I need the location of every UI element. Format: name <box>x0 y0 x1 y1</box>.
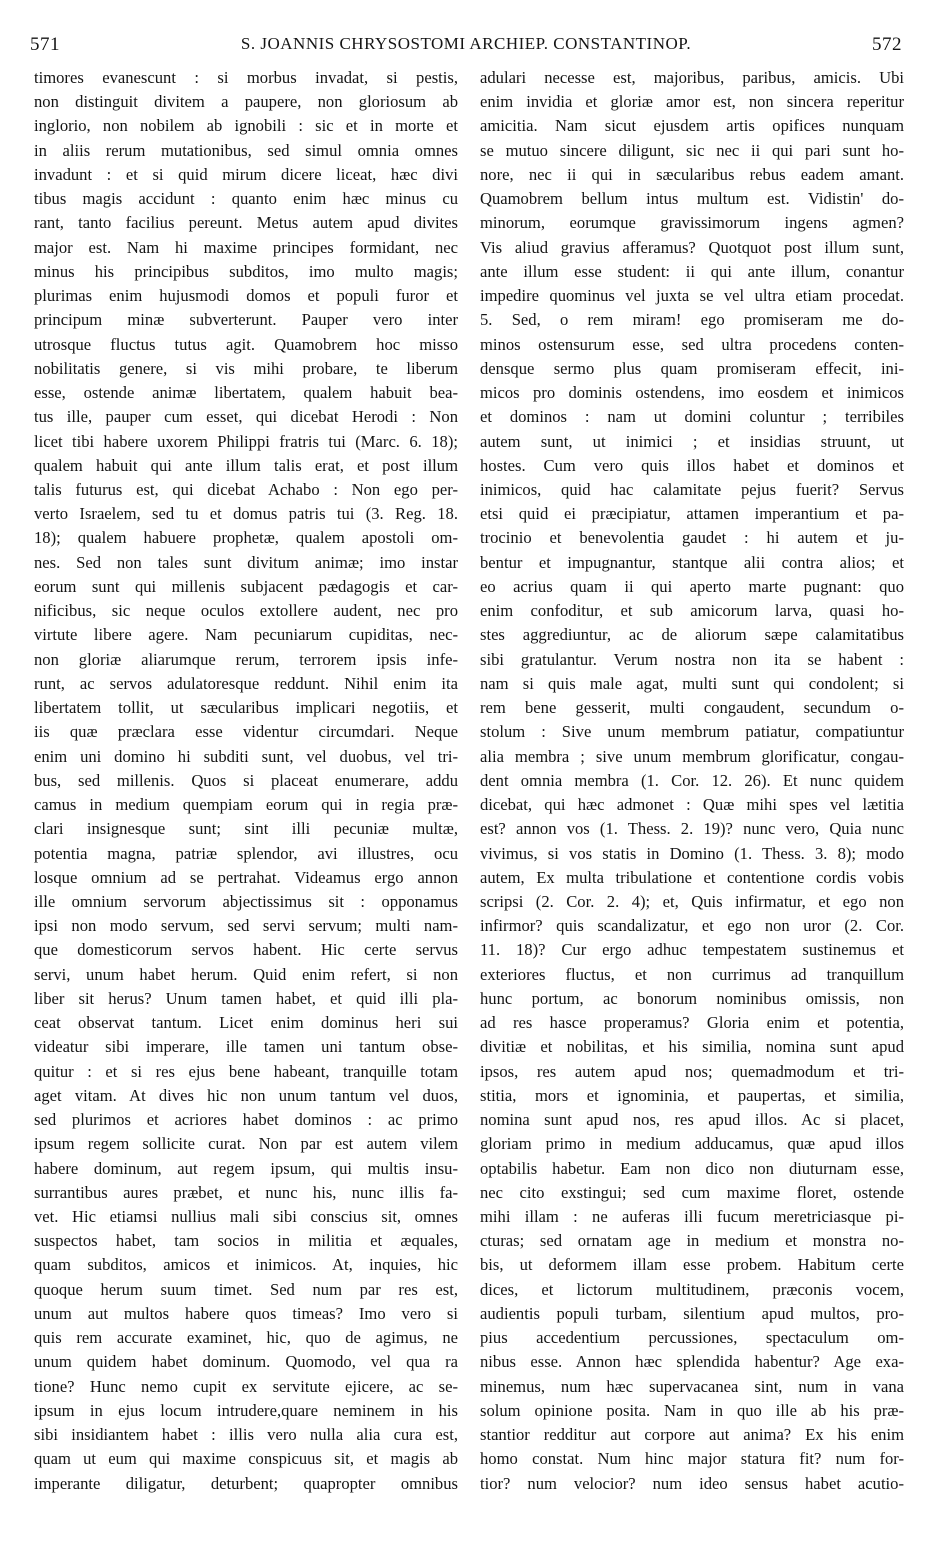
text-line: quam ut eum qui maxime conspicuus sit, et magis ab <box>34 1449 458 1469</box>
text-line: nam si quis male agat, multi sunt qui condolent; si <box>480 673 904 693</box>
text-line: unum quidem habet dominum. Quomodo, vel qua ra <box>34 1352 458 1372</box>
text-line: stes aggrediuntur, ac de aliorum sæpe calamitatibus <box>480 625 904 645</box>
text-line: aget vitam. At dives hic non unum tantum vel duos, <box>34 1085 458 1105</box>
text-line: camus in medium quempiam eorum qui in regia præ- <box>34 795 458 815</box>
text-line: qualem habuit qui ante illum talis erat, et post illum <box>34 455 458 475</box>
text-line: bus, sed millenis. Quos si placeat enumerare, addu <box>34 770 458 790</box>
text-line: sibi insidiantem habet : illis vero nulla alia cura est, <box>34 1425 458 1445</box>
text-line: tibus magis accidunt : quanto enim hæc minus cu <box>34 189 458 209</box>
text-line: mihi illam : ne auferas illi fucum meretriciasque pi- <box>480 1207 904 1227</box>
text-line: densque sermo plus quam promiseram effecit, ini- <box>480 358 904 378</box>
text-line: homo constat. Num hinc major statura fit? num for- <box>480 1449 904 1469</box>
text-line: etsi quid ei præcipiatur, attamen imperantium et pa- <box>480 504 904 524</box>
text-line: quoque herum suum timet. Sed num par res est, <box>34 1279 458 1299</box>
text-line: talis futurus est, qui dicebat Achabo : Non ego per- <box>34 479 458 499</box>
text-line: micos pro dominis ostendens, imo eosdem et inimicos <box>480 383 904 403</box>
text-line: impedire quominus vel juxta se vel ultra etiam procedat. <box>480 286 904 306</box>
text-line: nibus esse. Annon hæc splendida habentur? Age exa- <box>480 1352 904 1372</box>
text-line: ipsos, res autem apud nos; quemadmodum et tri- <box>480 1061 904 1081</box>
text-line: suspectos habet, tam socios in militia et æquales, <box>34 1231 458 1251</box>
text-line: autem sunt, ut inimici ; et insidias struunt, ut <box>480 431 904 451</box>
text-line: tione? Hunc nemo cupit ex servitute ejicere, ac se- <box>34 1376 458 1396</box>
text-line: ille omnium servorum abjectissimus sit : opponamus <box>34 891 458 911</box>
text-line: que domesticorum servos habent. Hic certe servus <box>34 940 458 960</box>
running-title: S. JOANNIS CHRYSOSTOMI ARCHIEP. CONSTANTINOP. <box>240 34 692 53</box>
text-line: eo acrius quam ii qui aperto marte pugnant: quo <box>480 576 904 596</box>
text-line: potentia magna, patriæ splendor, avi illustres, ocu <box>34 843 458 863</box>
text-line: vivimus, si vos statis in Domino (1. Thess. 3. 8); modo <box>480 843 904 863</box>
text-line: 18); qualem habuere prophetæ, qualem apostoli om- <box>34 528 458 548</box>
text-line: nec cito exstingui; sed cum maxime floret, ostende <box>480 1182 904 1202</box>
text-line: vet. Hic etiamsi nullius mali sibi conscius sit, omnes <box>34 1207 458 1227</box>
text-line: principum minæ subverterunt. Pauper vero inter <box>34 310 458 330</box>
text-line: ipsi non modo servum, sed servi servum; multi nam- <box>34 916 458 936</box>
text-line: liber sit herus? Unum tamen habet, et quid illi pla- <box>34 988 458 1008</box>
text-line: bentur et impugnantur, stantque alii contra alios; et <box>480 552 904 572</box>
text-line: utrosque fluctus tutus agit. Quamobrem hoc misso <box>34 334 458 354</box>
text-line: imperante diligatur, deturbent; quapropter omnibus <box>34 1473 458 1493</box>
text-line: ad res hasce properamus? Gloria enim et potentia, <box>480 1013 904 1033</box>
text-line: pius accedentium percussiones, spectaculum om- <box>480 1328 904 1348</box>
text-line: nore, nec ii qui in sæcularibus rebus eadem amant. <box>480 164 904 184</box>
text-line: videatur sibi imperare, ille tamen uni tantum obse- <box>34 1037 458 1057</box>
text-line: enim invidia et gloriæ amor est, non sincera reperitur <box>480 92 904 112</box>
text-line: ante illum esse student: ii qui ante illum, conantur <box>480 261 904 281</box>
text-line: cturas; sed ornatam age in medium et monstra no- <box>480 1231 904 1251</box>
text-line: gloriam primo in medium adducamus, quæ apud illos <box>480 1134 904 1154</box>
text-line: dent omnia membra (1. Cor. 12. 26). Et nunc quidem <box>480 770 904 790</box>
text-line: Vis aliud gravius afferamus? Quotquot post illum sunt, <box>480 237 904 257</box>
text-line: ipsum in ejus locum intrudere,quare neminem in his <box>34 1400 458 1420</box>
text-line: optabilis habetur. Eam non dico non diuturnam esse, <box>480 1158 904 1178</box>
text-line: enim confoditur, et sub amicorum larva, quasi ho- <box>480 601 904 621</box>
text-line: tior? num velocior? num ideo sensus habet acutio- <box>480 1473 904 1493</box>
text-line: divitiæ et nobilitas, et his similia, nomina sunt apud <box>480 1037 904 1057</box>
text-line: stantior redditur aut corpore aut anima? Ex his enim <box>480 1425 904 1445</box>
text-line: nomina sunt apud nos, res apud illos. Ac si placet, <box>480 1110 904 1130</box>
text-line: non gloriæ aliarumque rerum, terrorem ipsis infe- <box>34 649 458 669</box>
text-line: licet tibi habere uxorem Philippi fratris tui (Marc. 6. 18); <box>34 431 458 451</box>
text-line: nificibus, sic neque oculos extollere audent, nec pro <box>34 601 458 621</box>
text-line: minorum, eorumque gravissimorum ingens agmen? <box>480 213 904 233</box>
text-line: major est. Nam hi maxime principes formidant, nec <box>34 237 458 257</box>
text-line: scripsi (2. Cor. 2. 4); et, Quis infirmatur, et ego non <box>480 891 904 911</box>
text-line: 11. 18)? Cur ergo adhuc tempestatem sustinemus et <box>480 940 904 960</box>
text-line: unum aut multos habere quos timeas? Imo vero si <box>34 1303 458 1323</box>
text-line: Quamobrem bellum intus multum est. Vidistin' do- <box>480 189 904 209</box>
text-line: 5. Sed, o rem miram! ego promiseram me do- <box>480 310 904 330</box>
text-line: iis quæ præclara esse videntur circumdari. Neque <box>34 722 458 742</box>
text-line: enim uni domino hi subditi sunt, vel duobus, vel tri- <box>34 746 458 766</box>
text-line: esse, ostende animæ libertatem, qualem habuit bea- <box>34 383 458 403</box>
text-line: sibi gratulantur. Verum nostra non ita se habent : <box>480 649 904 669</box>
text-line: hostes. Cum vero quis illos habet et dominos et <box>480 455 904 475</box>
text-line: tus ille, pauper cum esset, qui dicebat Herodi : Non <box>34 407 458 427</box>
text-line: adulari necesse est, majoribus, paribus, amicis. Ubi <box>480 68 904 87</box>
text-line: quam subditos, amicos et inimicos. At, inquies, hic <box>34 1255 458 1275</box>
text-line: amicitia. Nam sicut ejusdem artis opifices nunquam <box>480 116 904 136</box>
text-line: clari insignesque sunt; sint illi pecuniæ multæ, <box>34 819 458 839</box>
text-line: dices, et lictorum multitudinem, præconis vocem, <box>480 1279 904 1299</box>
text-line: minemus, num hæc supervacanea sint, num in vana <box>480 1376 904 1396</box>
text-line: virtute libere agere. Nam pecuniarum cupiditas, nec- <box>34 625 458 645</box>
text-line: verto Israelem, sed tu et domus patris tui (3. Reg. 18. <box>34 504 458 524</box>
right-text-column <box>480 66 904 1496</box>
text-line: eorum sunt qui millenis subjacent pædagogis et car- <box>34 576 458 596</box>
right-page-number: 572 <box>872 34 902 55</box>
left-text-column <box>34 66 458 1496</box>
text-line: audientis populi turbam, silentium apud multos, pro- <box>480 1303 904 1323</box>
text-line: trocinio et benevolentia gaudet : hi autem et ju- <box>480 528 904 548</box>
text-line: solum opinione posita. Nam in quo ille ab his præ- <box>480 1400 904 1420</box>
text-line: surrantibus aures præbet, et nunc his, nunc illis fa- <box>34 1182 458 1202</box>
text-line: se mutuo sincere diligunt, sic nec ii qui pari sunt ho- <box>480 140 904 160</box>
text-line: runt, ac servos adulatoresque reddunt. Nihil enim ita <box>34 673 458 693</box>
text-line: infirmor? quis scandalizatur, et ego non uror (2. Cor. <box>480 916 904 936</box>
left-page-number: 571 <box>30 34 60 55</box>
text-line: autem, Ex multa tribulatione et contentione cordis vobis <box>480 867 904 887</box>
text-line: losque omnium ad se pertrahat. Videamus ergo annon <box>34 867 458 887</box>
text-line: servi, unum habet herum. Quid enim refert, si non <box>34 964 458 984</box>
text-line: quis rem accurate examinet, hic, quo de agimus, ne <box>34 1328 458 1348</box>
text-line: stolum : Sive unum membrum patiatur, compatiuntur <box>480 722 904 742</box>
running-header <box>30 34 902 58</box>
text-line: rant, tanto facilius pereunt. Metus autem apud divites <box>34 213 458 233</box>
text-line: hunc portum, ac bonorum nominibus omissis, non <box>480 988 904 1008</box>
text-line: libertatem tollit, ut sæcularibus implicari negotiis, et <box>34 698 458 718</box>
text-line: et dominos : nam ut domini coluntur ; terribiles <box>480 407 904 427</box>
text-line: habere dominum, aut regem ipsum, qui multis insu- <box>34 1158 458 1178</box>
text-line: minos ostensurum esse, sed ultra procedens conten- <box>480 334 904 354</box>
text-line: exteriores fluctus, et non currimus ad tranquillum <box>480 964 904 984</box>
text-line: ipsum regem sollicite curat. Non par est autem vilem <box>34 1134 458 1154</box>
text-line: rem bene gesserit, multi congaudent, secundum o- <box>480 698 904 718</box>
text-line: minus his principibus subditos, imo multo magis; <box>34 261 458 281</box>
text-line: alia membra ; sive unum membrum glorificatur, congau- <box>480 746 904 766</box>
text-line: timores evanescunt : si morbus invadat, si pestis, <box>34 68 458 87</box>
text-line: dicebat, qui hæc admonet : Quæ mihi spes vel lætitia <box>480 795 904 815</box>
text-line: quitur : et si res ejus bene habeant, tranquille totam <box>34 1061 458 1081</box>
text-line: nes. Sed non tales sunt divitum animæ; imo instar <box>34 552 458 572</box>
text-line: nobilitatis genere, si vis mihi probare, te liberum <box>34 358 458 378</box>
text-line: invadunt : et si quid mirum dicere liceat, hæc divi <box>34 164 458 184</box>
text-line: ceat observat tantum. Licet enim dominus heri sui <box>34 1013 458 1033</box>
text-line: in aliis rerum mutationibus, sed simul omnia omnes <box>34 140 458 160</box>
text-line: bis, ut deformem illam esse probem. Habitum certe <box>480 1255 904 1275</box>
text-line: sed plurimos et acriores habet dominos : ac primo <box>34 1110 458 1130</box>
text-line: est? annon vos (1. Thess. 2. 19)? nunc vero, Quia nunc <box>480 819 904 839</box>
text-line: plurimas enim hujusmodi domos et populi furor et <box>34 286 458 306</box>
text-line: stitia, mors et ignominia, et paupertas, et similia, <box>480 1085 904 1105</box>
text-line: inimicos, quid hac calamitate pejus fuerit? Servus <box>480 479 904 499</box>
text-line: non distinguit divitem a paupere, non gloriosum ab <box>34 92 458 112</box>
text-line: inglorio, non nobilem ab ignobili : sic et in morte et <box>34 116 458 136</box>
